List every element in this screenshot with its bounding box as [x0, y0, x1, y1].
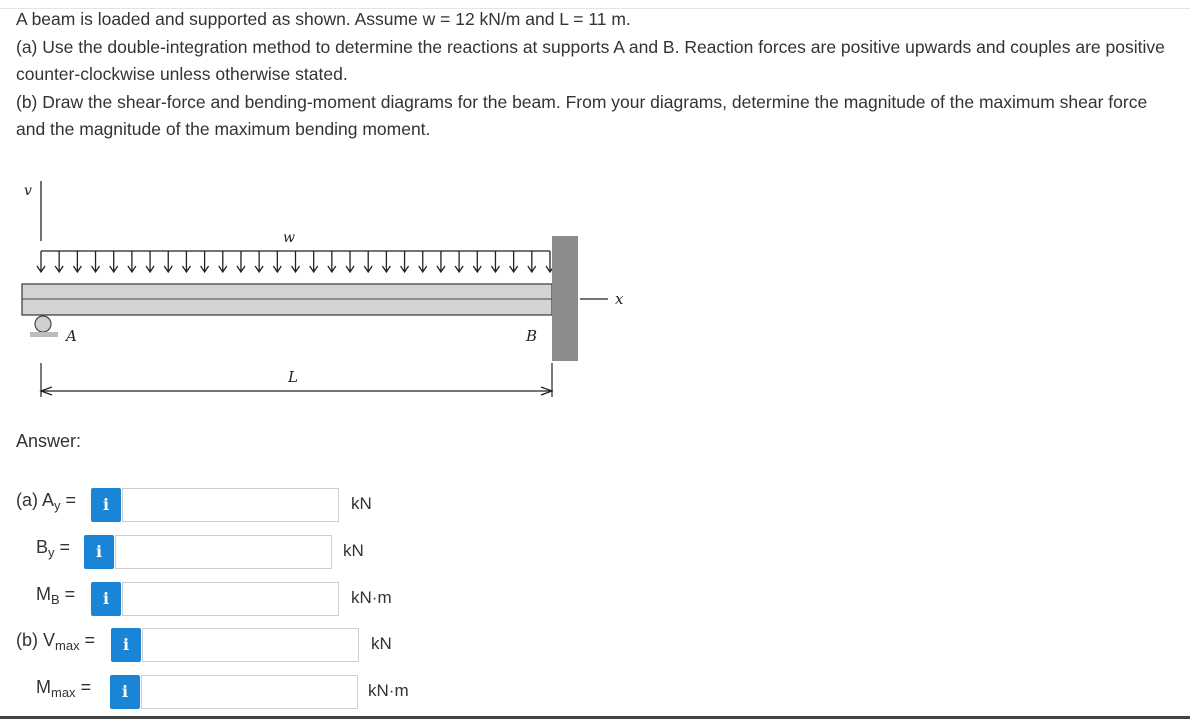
roller-support-a	[30, 316, 58, 337]
v-axis-label: v	[24, 183, 32, 199]
load-arrow	[255, 251, 263, 272]
support-a-label: A	[66, 327, 77, 345]
mmax-input[interactable]	[141, 675, 358, 709]
load-arrow	[382, 251, 390, 272]
load-arrow	[273, 251, 281, 272]
by-input[interactable]	[115, 535, 332, 569]
mb-label: $M_B$ =	[36, 584, 76, 607]
problem-intro: A beam is loaded and supported as shown. Assume w = 12 kN/m and L = 11 m.	[16, 9, 631, 29]
load-arrow	[37, 251, 45, 272]
load-arrow	[128, 251, 136, 272]
support-b-label: B	[526, 327, 538, 345]
info-icon[interactable]: i	[91, 582, 121, 616]
bottom-divider	[0, 716, 1190, 719]
load-arrow	[219, 251, 227, 272]
distributed-load	[37, 251, 554, 272]
ay-input[interactable]	[122, 488, 339, 522]
load-arrow	[346, 251, 354, 272]
load-arrow	[146, 251, 154, 272]
load-arrow	[528, 251, 536, 272]
load-arrow	[455, 251, 463, 272]
fixed-support-b	[552, 236, 578, 361]
load-arrow	[364, 251, 372, 272]
beam-figure	[0, 175, 680, 410]
load-arrow	[491, 251, 499, 272]
info-icon[interactable]: i	[91, 488, 121, 522]
problem-part-b: (b) Draw the shear-force and bending-moment diagrams for the beam. From your diagrams, determine the magnitude of the maximum shear force and the magnitude of the maximum bending moment.	[16, 91, 1148, 139]
vmax-unit: kN	[371, 634, 392, 653]
info-icon[interactable]: i	[110, 675, 140, 709]
load-arrow	[419, 251, 427, 272]
answer-title: Answer:	[16, 431, 82, 451]
load-arrow	[437, 251, 445, 272]
by-unit: kN	[343, 541, 364, 560]
x-axis-label: x	[615, 290, 624, 308]
problem-statement	[16, 6, 1181, 144]
load-arrow	[310, 251, 318, 272]
load-arrow	[237, 251, 245, 272]
mb-unit: kN·m	[351, 588, 392, 607]
load-arrow	[201, 251, 209, 272]
w-label: w	[283, 230, 295, 246]
load-arrow	[73, 251, 81, 272]
load-arrow	[401, 251, 409, 272]
load-arrow	[182, 251, 190, 272]
ay-unit: kN	[351, 494, 372, 513]
load-arrow	[328, 251, 336, 272]
mmax-label: $M_{max}$ =	[36, 677, 92, 700]
load-arrow	[473, 251, 481, 272]
length-label: L	[288, 368, 298, 386]
mmax-unit: kN·m	[368, 681, 409, 700]
load-arrow	[92, 251, 100, 272]
by-label: $B_y$ =	[36, 537, 71, 560]
vmax-label: (b) $V_{max}$ =	[16, 630, 96, 653]
load-arrow	[292, 251, 300, 272]
load-arrow	[110, 251, 118, 272]
mb-input[interactable]	[122, 582, 339, 616]
vmax-input[interactable]	[142, 628, 359, 662]
info-icon[interactable]: i	[84, 535, 114, 569]
ay-label: (a) $A_y$ =	[16, 490, 77, 513]
load-arrow	[510, 251, 518, 272]
load-arrow	[164, 251, 172, 272]
load-arrow	[55, 251, 63, 272]
problem-part-a: (a) Use the double-integration method to determine the reactions at supports A and B. Reaction forces are positive upwards and couples are positive counter-clockwise unless otherwise stated.	[16, 36, 1165, 84]
info-icon[interactable]: i	[111, 628, 141, 662]
